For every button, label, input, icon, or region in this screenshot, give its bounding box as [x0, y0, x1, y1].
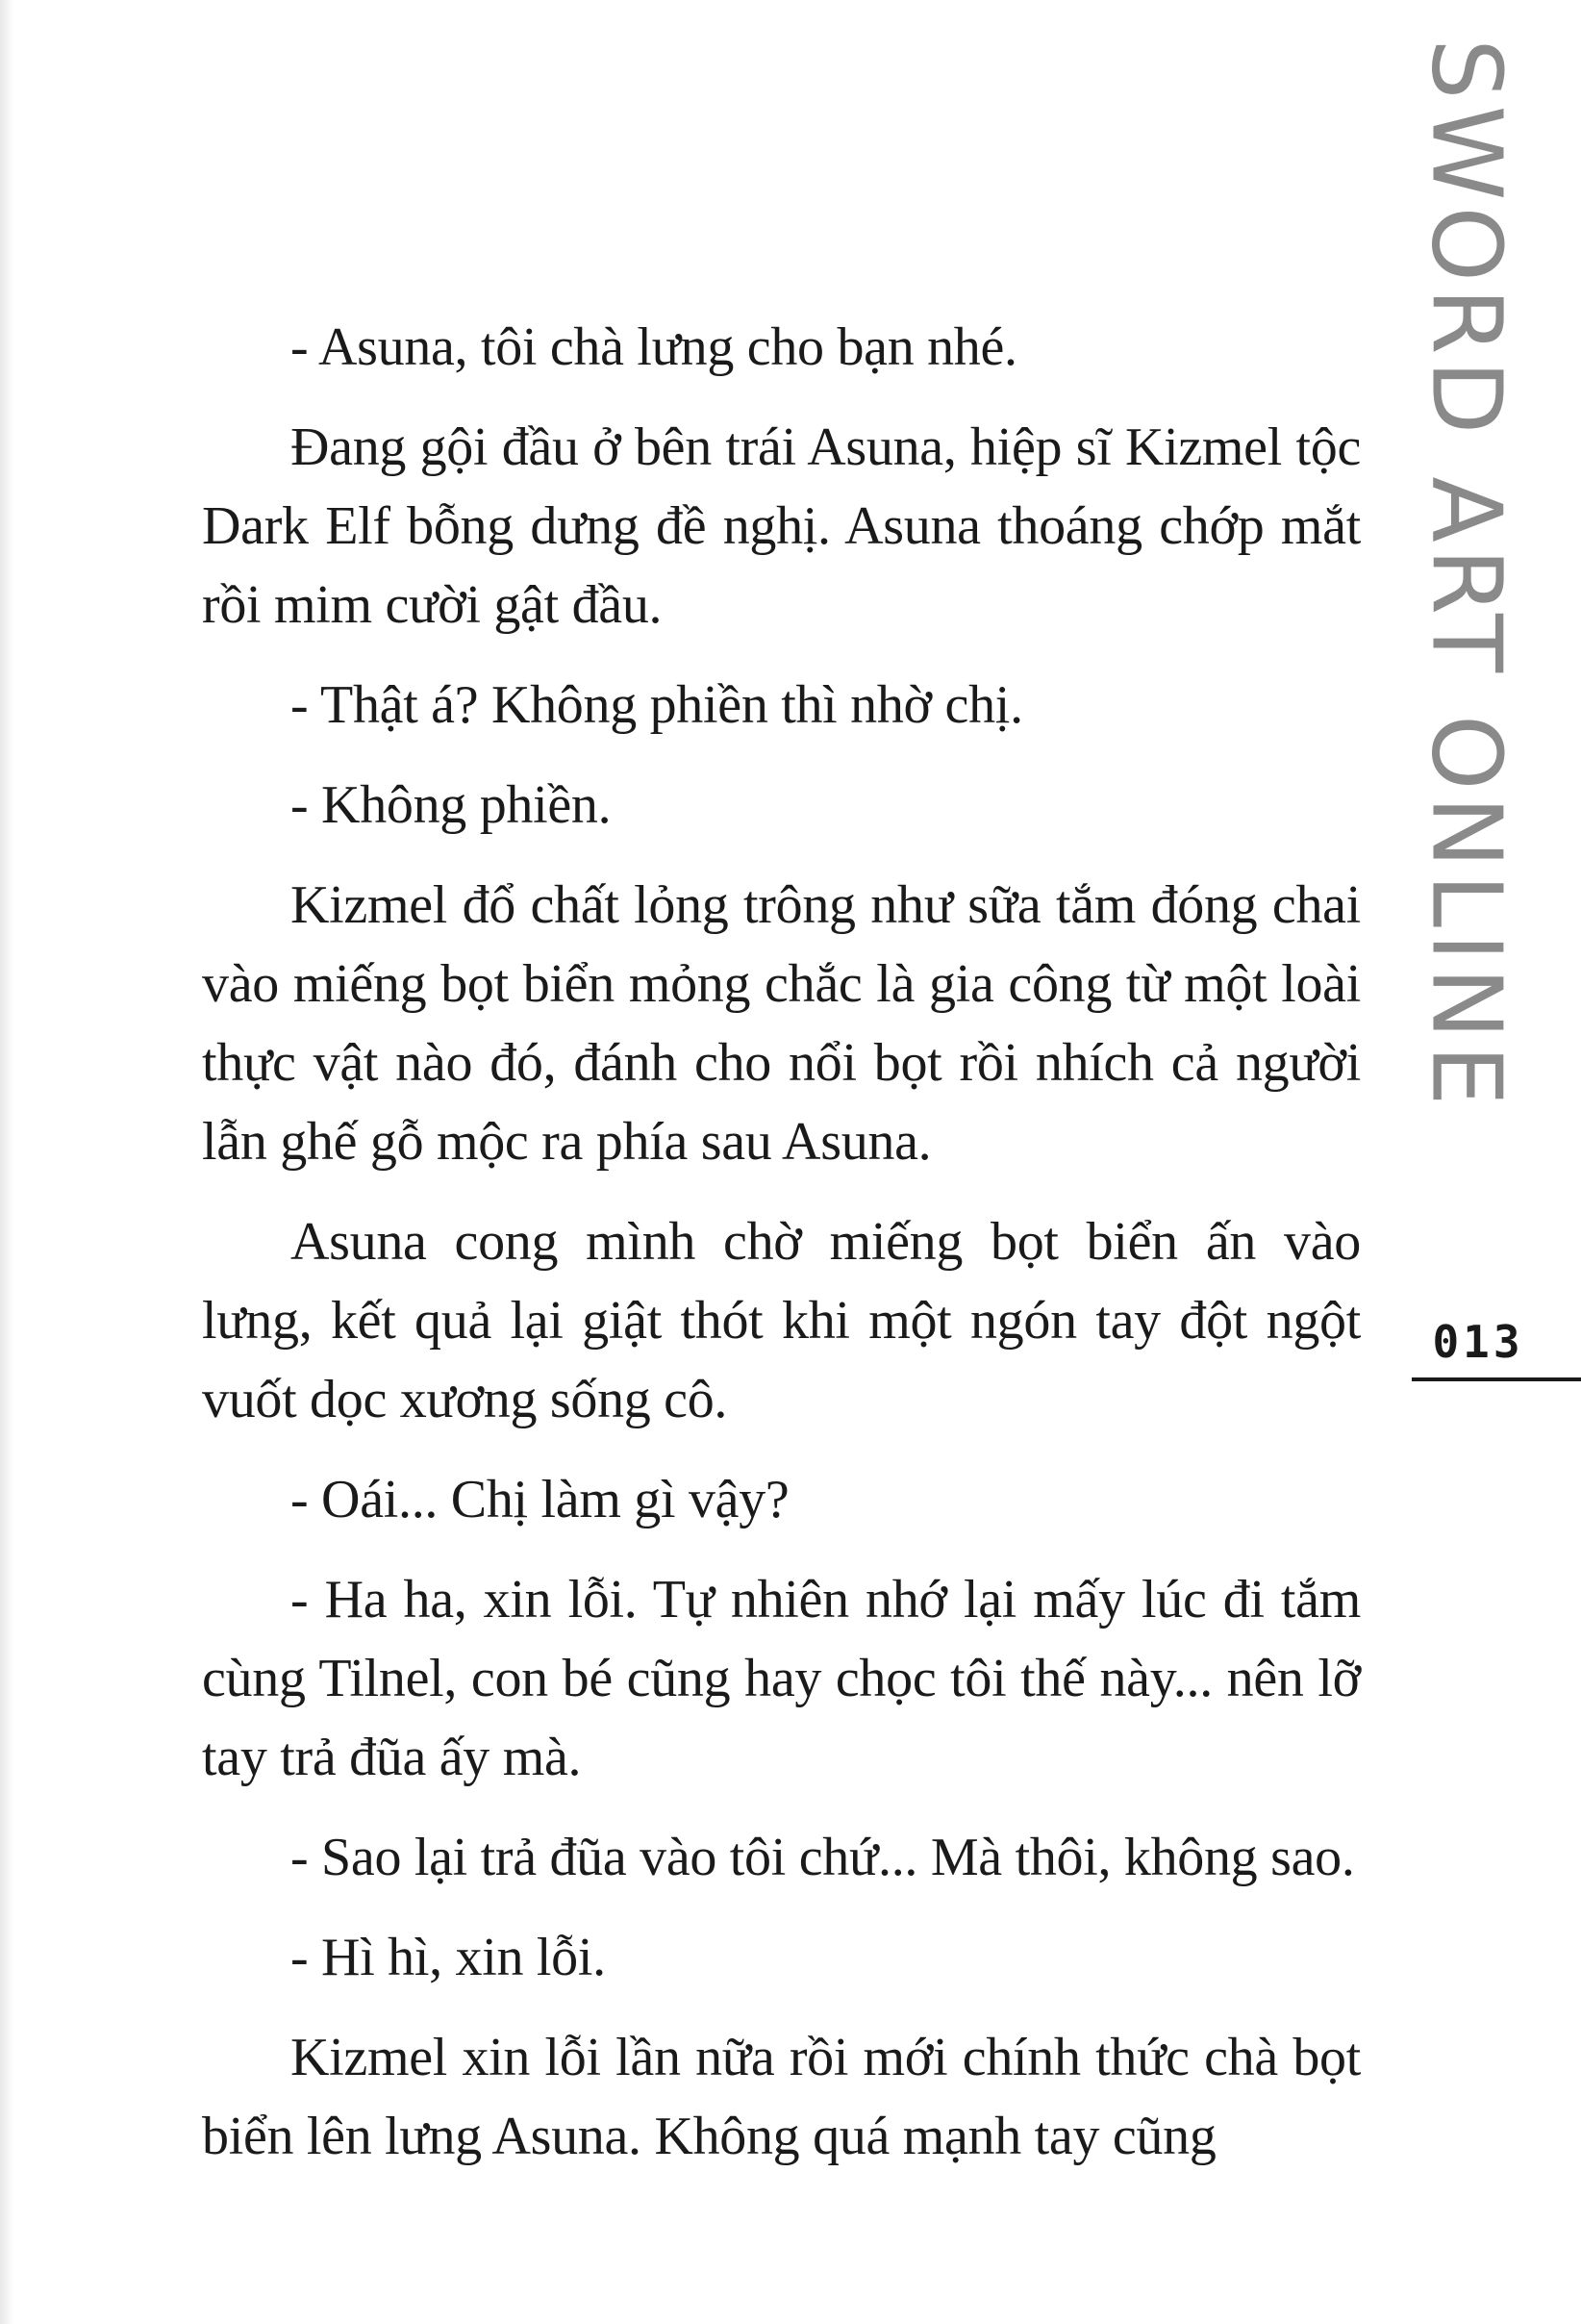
- running-title-text: SWORD ART ONLINE: [1410, 38, 1523, 1112]
- running-title: [1404, 38, 1529, 1289]
- paragraph-2: Đang gội đầu ở bên trái Asuna, hiệp sĩ Kizmel tộc Dark Elf bỗng dưng đề nghị. Asuna thoáng chớp mắt rồi mim cười gật đầu.: [202, 417, 1361, 635]
- paragraph-1: - Asuna, tôi chà lưng cho bạn nhé.: [290, 317, 1017, 377]
- paragraph-3: - Thật á? Không phiền thì nhờ chị.: [290, 675, 1023, 735]
- paragraph-11: Kizmel xin lỗi lần nữa rồi mới chính thức chà bọt biển lên lưng Asuna. Không quá mạnh tay cũng: [202, 2028, 1361, 2166]
- paragraph-5: Kizmel đổ chất lỏng trông như sữa tắm đóng chai vào miếng bọt biển mỏng chắc là gia công từ một loài thực vật nào đó, đánh cho nổi bọt rồi nhích cả người lẫn ghế gỗ mộc ra phía sau Asuna.: [202, 875, 1361, 1172]
- paragraph-6: Asuna cong mình chờ miếng bọt biển ấn vào lưng, kết quả lại giật thót khi một ngón tay đột ngột vuốt dọc xương sống cô.: [202, 1212, 1361, 1429]
- paragraph-9: - Sao lại trả đũa vào tôi chứ... Mà thôi, không sao.: [290, 1828, 1355, 1887]
- page-edge-shadow: [0, 0, 13, 2324]
- page-number: 013: [1432, 1316, 1524, 1368]
- paragraph-4: - Không phiền.: [290, 775, 612, 835]
- paragraph-8: - Ha ha, xin lỗi. Tự nhiên nhớ lại mấy lúc đi tắm cùng Tilnel, con bé cũng hay chọc tôi thế này... nên lỡ tay trả đũa ấy mà.: [202, 1570, 1361, 1787]
- paragraph-7: - Oái... Chị làm gì vậy?: [290, 1470, 790, 1529]
- body-text: [202, 308, 1361, 2197]
- paragraph-10: - Hì hì, xin lỗi.: [290, 1928, 606, 1987]
- page-number-rule: [1412, 1377, 1581, 1381]
